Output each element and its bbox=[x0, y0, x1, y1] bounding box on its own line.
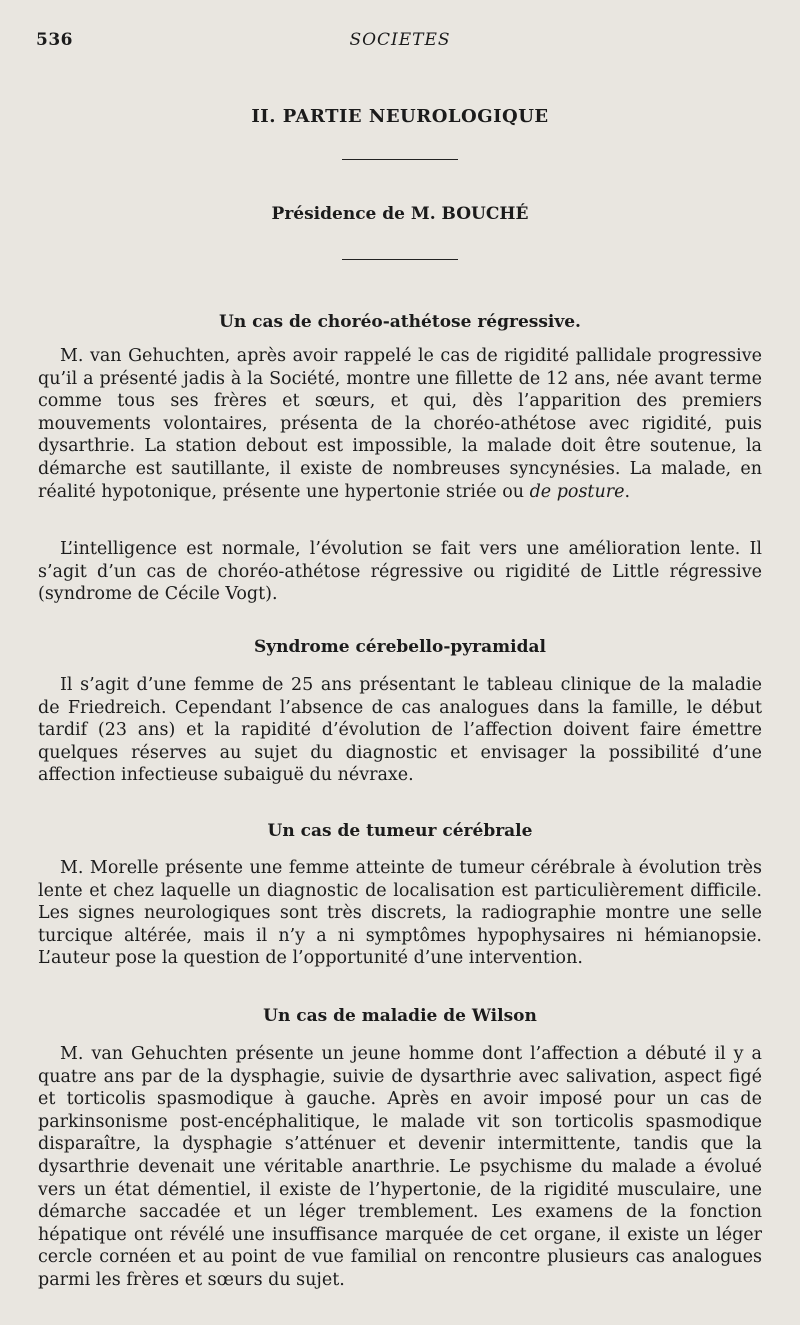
part-heading: II. PARTIE NEUROLOGIQUE bbox=[251, 106, 549, 127]
paragraph-text: M. van Gehuchten présente un jeune homme dont l’affection a débuté il y a quatre ans par de la dysphagie, suivie de dysarthrie avec salivation, aspect figé et torticolis spasmodique à gauche. Après en avoir imposé pour un cas de parkinsonisme post-encéphalitique, le malade vit son torticolis spasmodique disparaître, la dysphagie s’atténuer et devenir intermittente, tandis que la dysarthrie devenait une véritable anarthrie. Le psychisme du malade a évolué vers un état démentiel, il existe de l’hypertonie, de la rigidité musculaire, une démarche saccadée et un léger tremblement. Les examens de la fonction hépatique ont révélé une insuffisance marquée de cet organe, il existe un léger cercle cornéen et au point de vue familial on rencontre plusieurs cas analogues parmi les frères et sœurs du sujet. bbox=[38, 1044, 762, 1290]
paragraph-choreo-athetose-2 bbox=[38, 538, 762, 606]
paragraph-text: Il s’agit d’une femme de 25 ans présentant le tableau clinique de la maladie de Friedreich. Cependant l’absence de cas analogues dans la famille, le début tardif (23 ans) et la rapidité d’évolution de l’affection doivent faire émettre quelques réserves au sujet du diagnostic et envisager la possibilité d’une affection infectieuse subaiguë du névraxe. bbox=[38, 675, 762, 786]
section-title-tumeur-cerebrale: Un cas de tumeur cérébrale bbox=[267, 821, 533, 841]
paragraph-maladie-wilson bbox=[38, 1043, 762, 1292]
paragraph-text: M. van Gehuchten, après avoir rappelé le cas de rigidité pallidale progressive qu’il a présenté jadis à la Société, montre une fillette de 12 ans, née avant terme comme tous ses frères et sœurs, et qui, dès l’apparition des premiers mouvements volontaires, présenta de la choréo-athétose avec rigidité, puis dysarthrie. La station debout est impossible, la malade doit être soutenue, la démarche est sautillante, il existe de nombreuses syncynésies. La malade, en réalité hypotonique, présente une hypertonie striée ou bbox=[38, 346, 762, 502]
divider-rule-2 bbox=[342, 259, 458, 260]
paragraph-text: M. Morelle présente une femme atteinte de tumeur cérébrale à évolution très lente et chez laquelle un diagnostic de localisation est particulièrement difficile. Les signes neurologiques sont très discrets, la radiographie montre une selle turcique altérée, mais il n’y a ni symptômes hypophysaires ni hémianopsie. L’auteur pose la question de l’opportunité d’une intervention. bbox=[38, 858, 762, 969]
paragraph-tumeur-cerebrale bbox=[38, 857, 762, 970]
divider-rule-1 bbox=[342, 159, 458, 160]
section-title-choreo-athetose: Un cas de choréo-athétose régressive. bbox=[219, 312, 581, 332]
journal-title: SOCIETES bbox=[349, 30, 451, 50]
page-number: 536 bbox=[36, 30, 73, 50]
paragraph-cerebello-pyramidal bbox=[38, 674, 762, 787]
section-title-maladie-wilson: Un cas de maladie de Wilson bbox=[263, 1006, 537, 1026]
running-header bbox=[36, 30, 764, 54]
paragraph-text: L’intelligence est normale, l’évolution se fait vers une amélioration lente. Il s’agit d’un cas de choréo-athétose régressive ou rigidité de Little régressive (syndrome de Cécile Vogt). bbox=[38, 539, 762, 605]
paragraph-text-end: . bbox=[624, 481, 631, 502]
presidence-heading: Présidence de M. BOUCHÉ bbox=[271, 204, 529, 224]
section-title-cerebello-pyramidal: Syndrome cérebello-pyramidal bbox=[254, 637, 546, 657]
paragraph-choreo-athetose-1 bbox=[38, 345, 762, 503]
italic-term: de posture bbox=[529, 481, 625, 502]
